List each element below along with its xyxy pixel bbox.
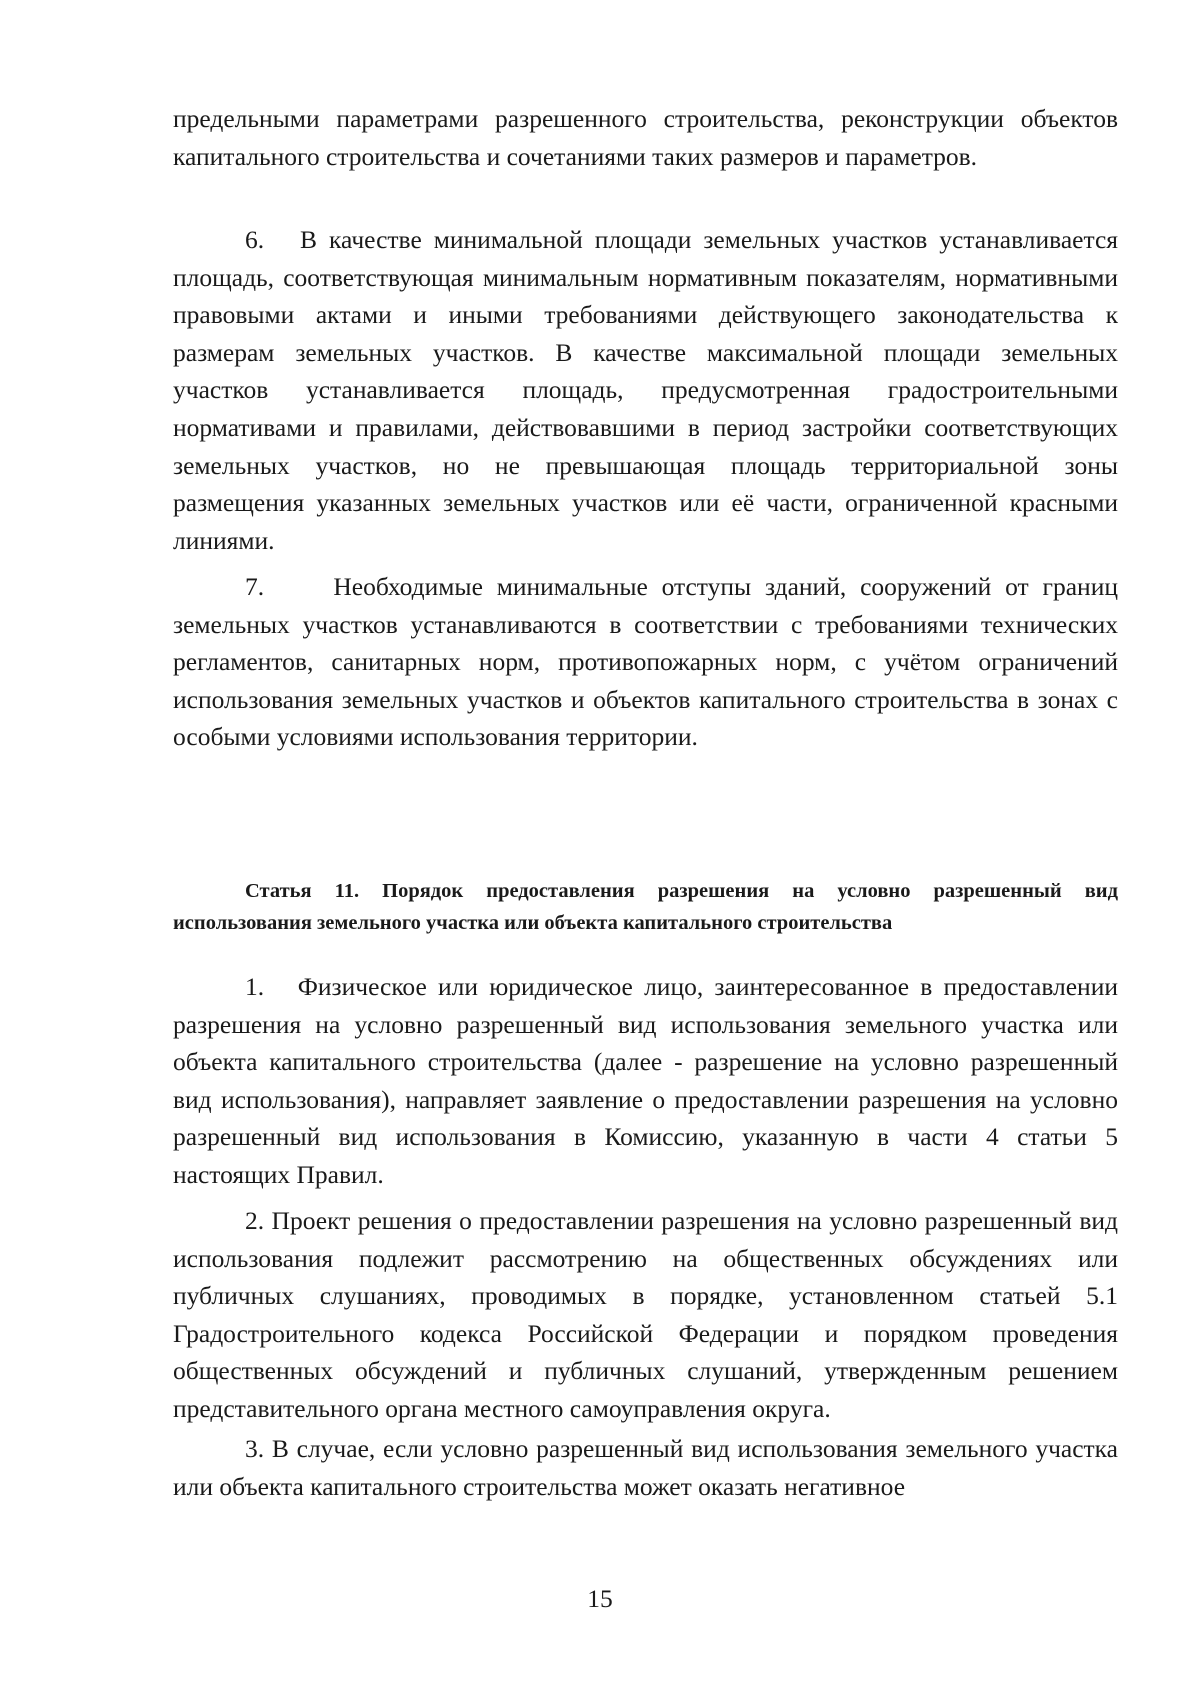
article-paragraph-2: 2. Проект решения о предоставлении разрешения на условно разрешенный вид использования подлежит рассмотрению на общественных обсуждениях или публичных слушаниях, проводимых в порядке, установленном статьей 5.1 Градостроительного кодекса Российской Федерации и порядком проведения общественных обсуждений и публичных слушаний, утвержденным решением представительного органа местного самоуправления округа.	[173, 1206, 1118, 1423]
page-number: 15	[587, 1584, 613, 1613]
article-heading: Статья 11. Порядок предоставления разрешения на условно разрешенный вид использования земельного участка или объекта капитального строительства	[173, 880, 1118, 934]
paragraph-item-7: 7. Необходимые минимальные отступы зданий, сооружений от границ земельных участков устанавливаются в соответствии с требованиями технических регламентов, санитарных норм, противопожарных норм, с учётом ограничений использования земельных участков и объектов капитального строительства в зонах с особыми условиями использования территории.	[173, 572, 1118, 752]
paragraph-continuation: предельными параметрами разрешенного строительства, реконструкции объектов капитального строительства и сочетаниями таких размеров и параметров.	[173, 104, 1118, 171]
article-paragraph-3: 3. В случае, если условно разрешенный вид использования земельного участка или объекта капитального строительства может оказать негативное	[173, 1434, 1118, 1501]
paragraph-item-6: 6. В качестве минимальной площади земельных участков устанавливается площадь, соответствующая минимальным нормативным показателям, нормативными правовыми актами и иными требованиями действующего законодательства к размерам земельных участков. В качестве максимальной площади земельных участков устанавливается площадь, предусмотренная градостроительными нормативами и правилами, действовавшими в период застройки соответствующих земельных участков, но не превышающая площадь территориальной зоны размещения указанных земельных участков или её части, ограниченной красными линиями.	[173, 225, 1118, 555]
article-paragraph-1: 1. Физическое или юридическое лицо, заинтересованное в предоставлении разрешения на условно разрешенный вид использования земельного участка или объекта капитального строительства (далее - разрешение на условно разрешенный вид использования), направляет заявление о предоставлении разрешения на условно разрешенный вид использования в Комиссию, указанную в части 4 статьи 5 настоящих Правил.	[173, 972, 1118, 1189]
